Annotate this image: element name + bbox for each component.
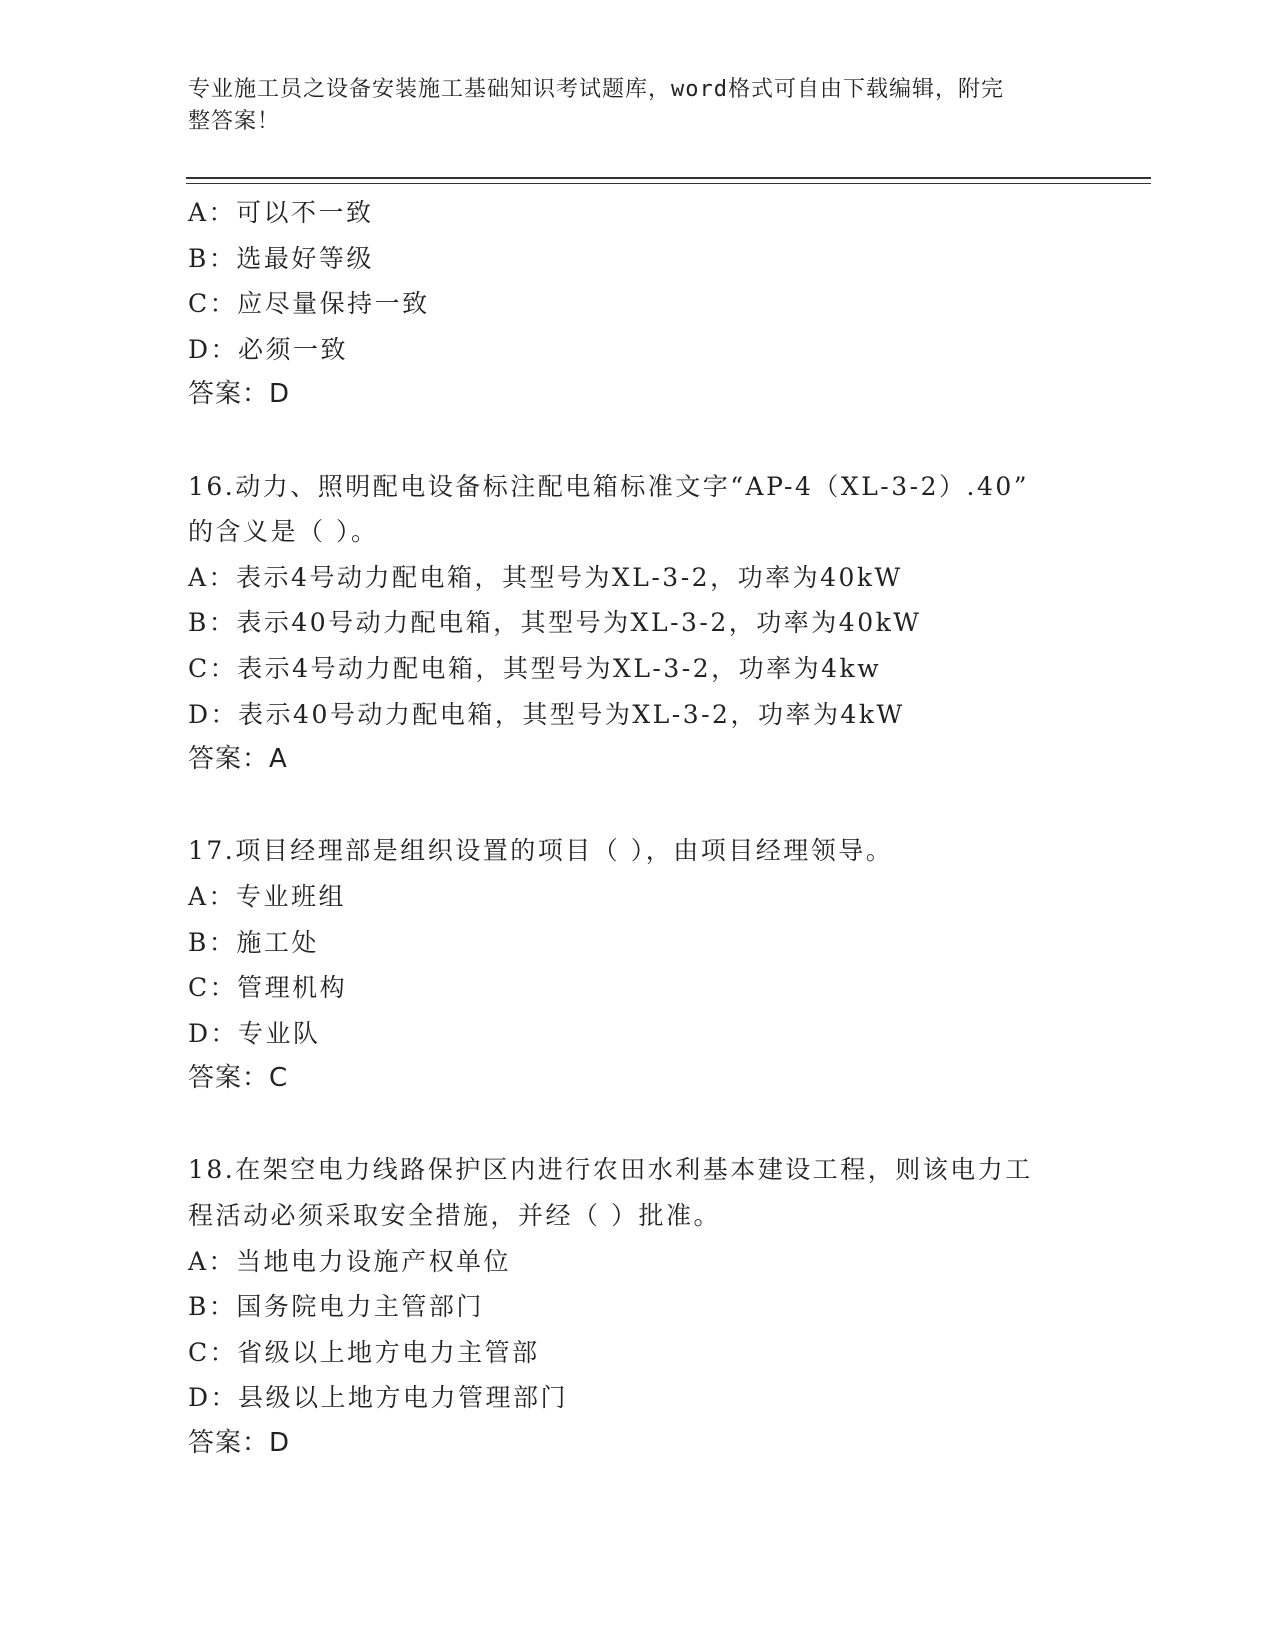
spacer bbox=[188, 418, 1088, 464]
document-header bbox=[188, 74, 1088, 138]
question-stem-line-1: 17.项目经理部是组织设置的项目（ ），由项目经理领导。 bbox=[188, 836, 894, 866]
option-b: B：施工处 bbox=[188, 927, 319, 957]
spacer bbox=[188, 1102, 1088, 1148]
option-c: C：表示4号动力配电箱，其型号为XL-3-2，功率为4kw bbox=[188, 653, 882, 683]
option-b: B：国务院电力主管部门 bbox=[188, 1292, 484, 1322]
option-d: D：县级以上地方电力管理部门 bbox=[188, 1383, 569, 1413]
option-b: B：表示40号动力配电箱，其型号为XL-3-2，功率为40kW bbox=[188, 608, 922, 638]
option-a: A：当地电力设施产权单位 bbox=[188, 1246, 512, 1276]
option-d: D：必须一致 bbox=[188, 334, 349, 364]
option-a: A：表示4号动力配电箱，其型号为XL-3-2，功率为40kW bbox=[188, 562, 903, 592]
answer: 答案：D bbox=[188, 1428, 291, 1459]
question-16 bbox=[188, 464, 1088, 783]
option-d: D：专业队 bbox=[188, 1018, 321, 1048]
answer: 答案：D bbox=[188, 379, 291, 410]
question-15 bbox=[188, 190, 1088, 418]
question-18 bbox=[188, 1147, 1088, 1466]
option-c: C：应尽量保持一致 bbox=[188, 289, 430, 319]
question-stem-line-1: 18.在架空电力线路保护区内进行农田水利基本建设工程，则该电力工 bbox=[188, 1155, 1033, 1185]
question-list bbox=[188, 190, 1088, 1467]
header-line-2: 整答案！ bbox=[188, 109, 281, 134]
header-divider-thin bbox=[186, 183, 1151, 184]
header-divider-thick bbox=[186, 177, 1151, 179]
answer: 答案：A bbox=[188, 744, 288, 775]
answer: 答案：C bbox=[188, 1063, 289, 1094]
option-b: B：选最好等级 bbox=[188, 243, 374, 273]
question-stem-line-2: 程活动必须采取安全措施，并经（ ）批准。 bbox=[188, 1201, 721, 1231]
question-17 bbox=[188, 828, 1088, 1102]
option-c: C：管理机构 bbox=[188, 973, 348, 1003]
option-a: A：可以不一致 bbox=[188, 198, 374, 227]
question-stem-line-2: 的含义是（ ）。 bbox=[188, 517, 379, 547]
option-c: C：省级以上地方电力主管部 bbox=[188, 1337, 540, 1367]
question-stem-line-1: 16.动力、照明配电设备标注配电箱标准文字“AP-4（XL-3-2）.40” bbox=[188, 471, 1030, 501]
spacer bbox=[188, 783, 1088, 829]
option-a: A：专业班组 bbox=[188, 881, 347, 911]
option-d: D：表示40号动力配电箱，其型号为XL-3-2，功率为4kW bbox=[188, 699, 905, 729]
header-line-1: 专业施工员之设备安装施工基础知识考试题库，word格式可自由下载编辑，附完 bbox=[188, 77, 1004, 102]
